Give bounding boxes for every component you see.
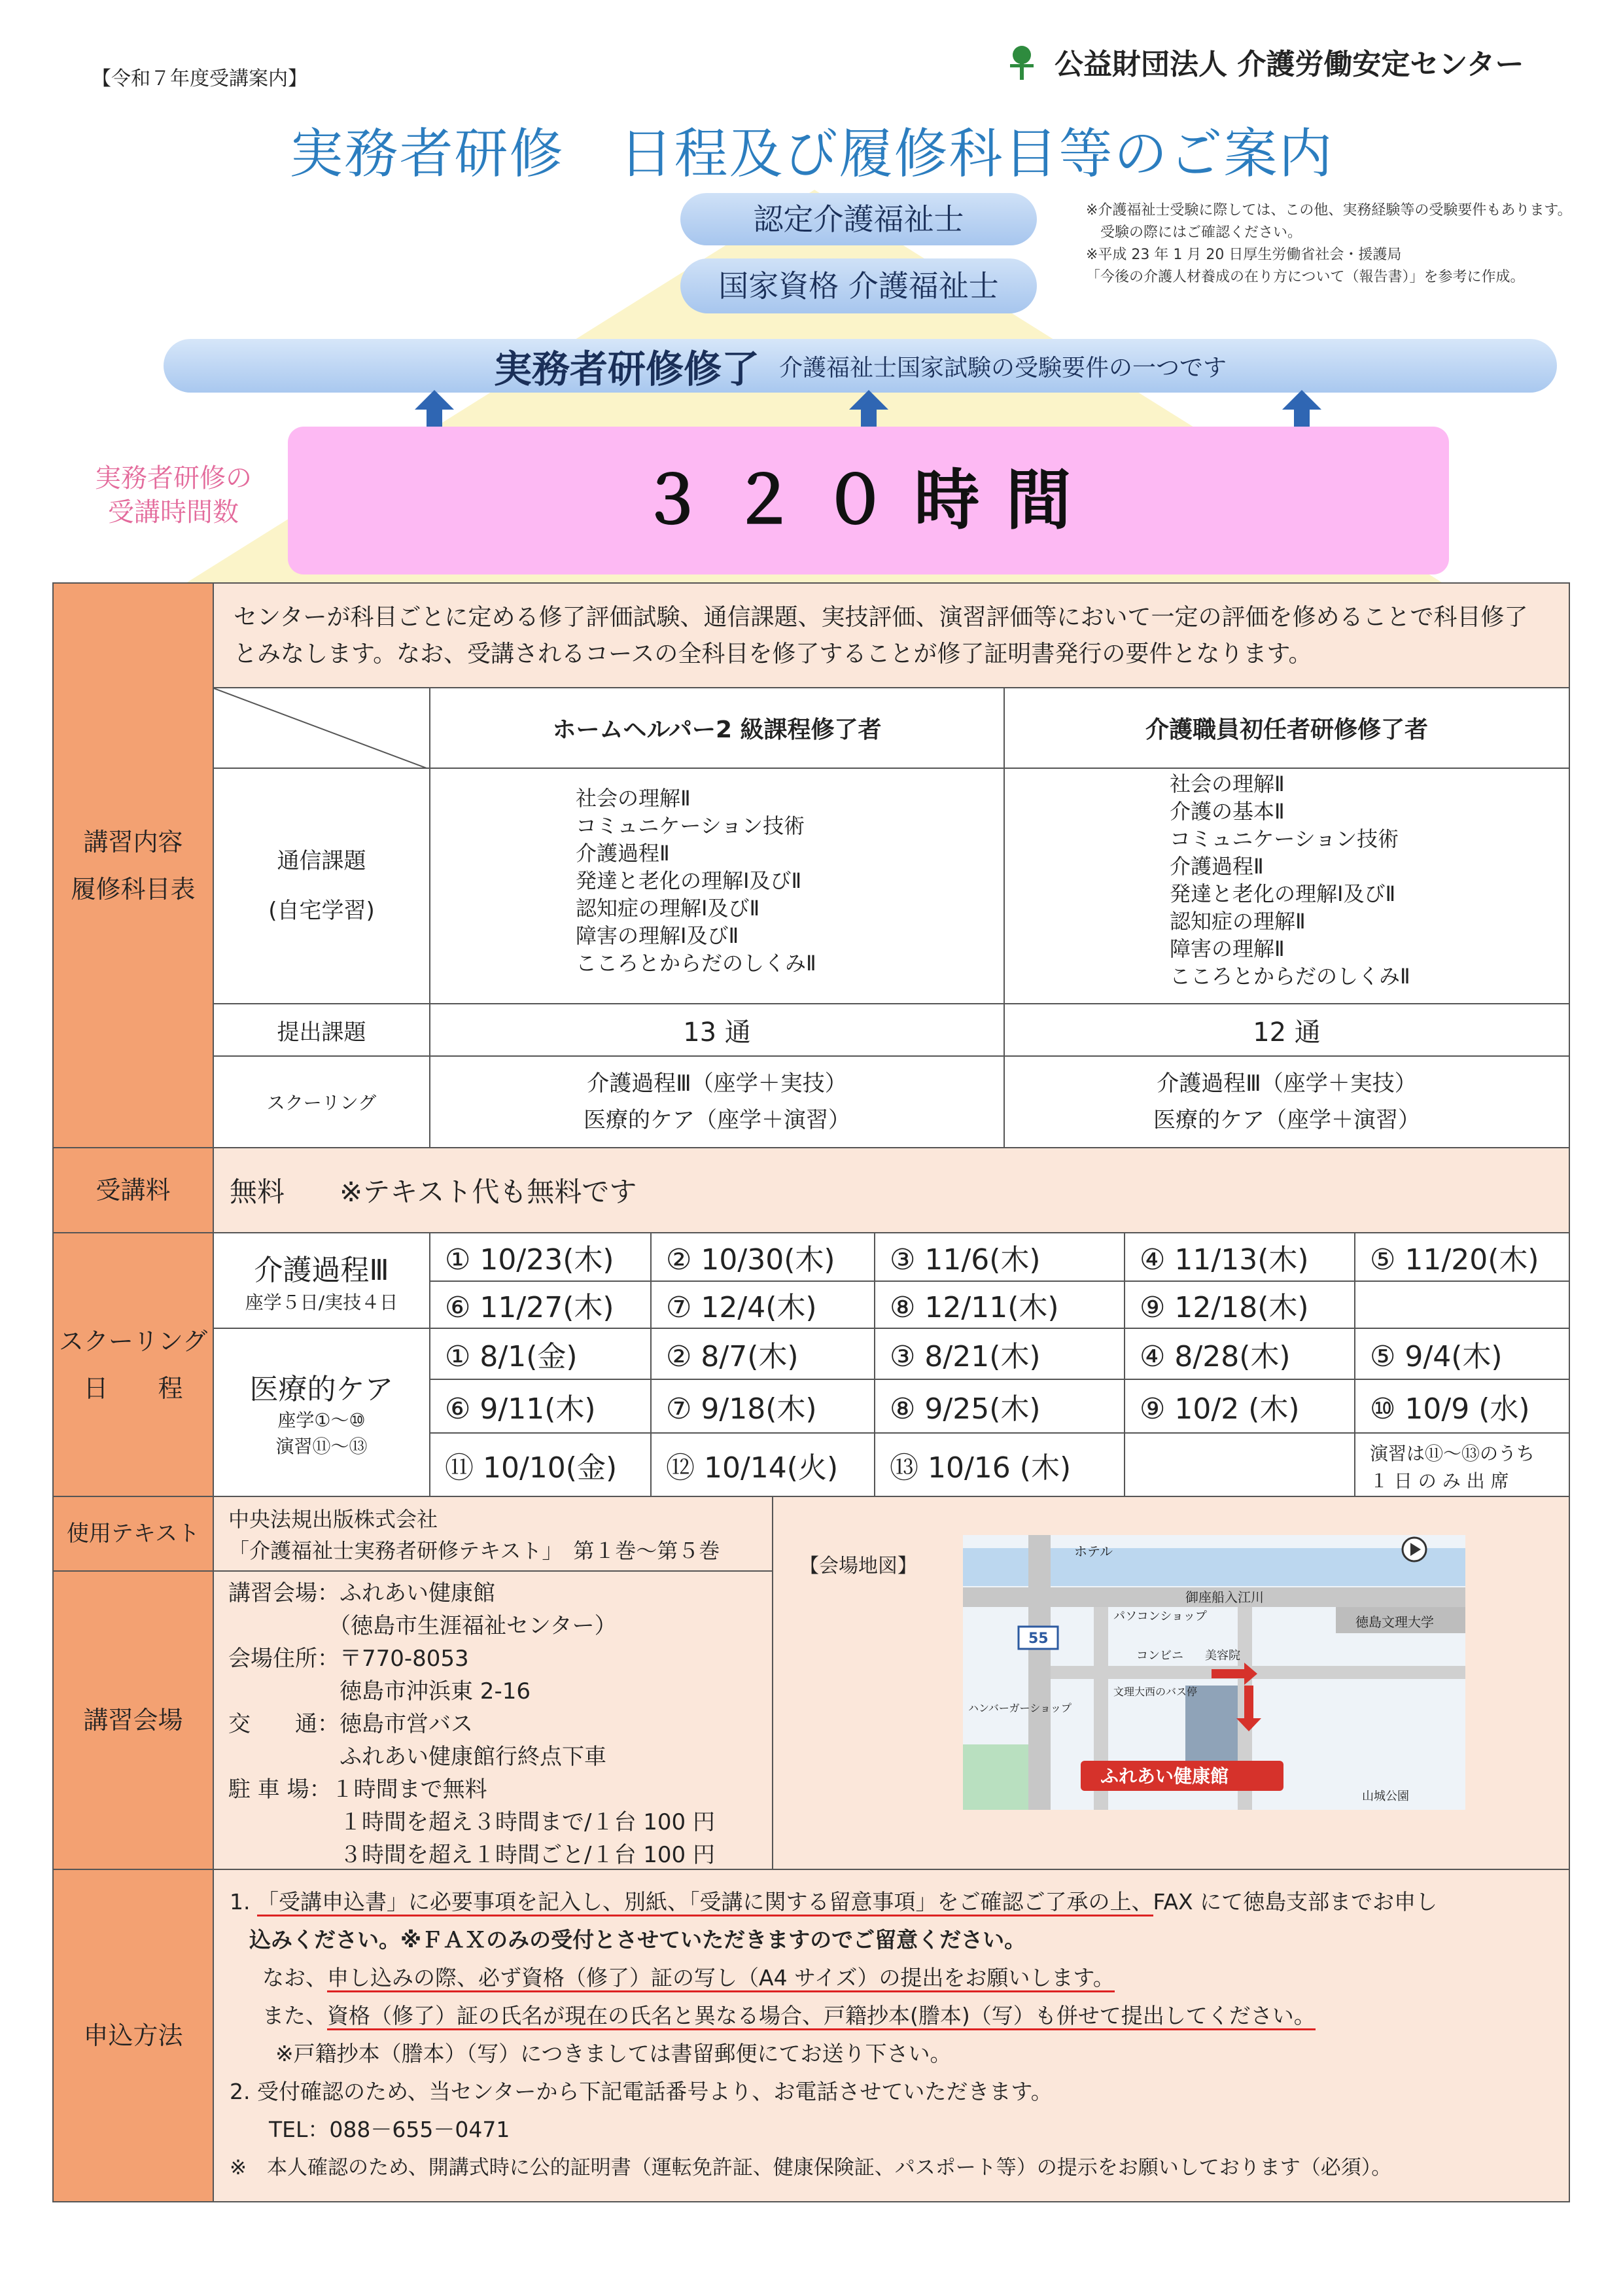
schooling-item: 医療的ケア（座学＋演習）: [1153, 1107, 1420, 1133]
row-label-line: (自宅学習): [268, 898, 375, 924]
apply-emphasis: 申し込みの際、必ず資格（修了）証の写し（A4 サイズ）の提出をお願いします。: [327, 1965, 1115, 1992]
arrow-up-icon: [1282, 390, 1321, 429]
text-line: 中央法規出版株式会社: [228, 1507, 438, 1532]
venue-line: 講習会場：ふれあい健康館: [228, 1580, 495, 1606]
date-cell: ③ 11/6(木): [874, 1232, 1125, 1282]
subject-item: 介護過程Ⅱ: [576, 841, 670, 866]
note-line: 「今後の介護人材養成の在り方について（報告書）」を参考に作成。: [1086, 269, 1525, 285]
apply-line: [230, 1883, 1553, 1921]
col1-count: 13 通: [429, 1003, 1005, 1057]
schooling-item: 介護過程Ⅲ（座学＋実技）: [1157, 1070, 1417, 1097]
date-cell: ⑥ 11/27(木): [429, 1280, 652, 1329]
level-national-care-worker: 国家資格 介護福祉士: [680, 258, 1037, 313]
note-line: ※介護福祉士受験に際しては、この他、実務経験等の受験要件もあります。: [1086, 202, 1572, 219]
apply-line: 2. 受付確認のため、当センターから下記電話番号より、お電話させていただきます。: [230, 2079, 1053, 2104]
subject-item: こころとからだのしくみⅡ: [576, 951, 816, 976]
venue-line: ふれあい健康館行終点下車: [228, 1744, 606, 1770]
date-cell: ⑧ 12/11(木): [874, 1280, 1125, 1329]
pyramid-notes: [1086, 200, 1572, 289]
level-certified-care-worker: 認定介護福祉士: [680, 193, 1037, 245]
map-text: ホテル: [1074, 1544, 1113, 1559]
venue-map: [963, 1535, 1465, 1810]
row-label-tsushin: [213, 768, 430, 1004]
subject-item: 認知症の理解Ⅱ: [1170, 909, 1306, 934]
row-label-line: 通信課題: [277, 848, 366, 874]
organization-text: 公益財団法人 介護労働安定センター: [1055, 48, 1524, 81]
course1-sub: 座学５日/実技４日: [245, 1292, 398, 1313]
course2-sub: 演習⑪～⑬: [275, 1435, 368, 1457]
subject-item: 認知症の理解Ⅰ及びⅡ: [576, 896, 760, 921]
venue-line: 徳島市沖浜東 2-16: [228, 1678, 531, 1704]
col-header-initial: 介護職員初任者研修修了者: [1003, 687, 1570, 769]
col-header-helper: ホームヘルパー2 級課程修了者: [429, 687, 1005, 769]
subject-item: 介護の基本Ⅱ: [1170, 799, 1285, 824]
subject-item: コミュニケーション技術: [576, 813, 805, 838]
venue-details: [213, 1570, 773, 1870]
apply-text: また、: [262, 2003, 327, 2028]
side-label-line: 日 程: [83, 1373, 183, 1403]
subject-item: こころとからだのしくみⅡ: [1170, 964, 1410, 989]
venue-line: ３時間を超え１時間ごと/１台 100 円: [228, 1842, 715, 1868]
date-cell: ⑩ 10/9 (水): [1354, 1379, 1570, 1434]
level-practical-training: [164, 339, 1557, 393]
course2-name: 医療的ケア: [249, 1372, 394, 1406]
venue-label: 講習会場: [52, 1570, 214, 1870]
text-label: 使用テキスト: [52, 1496, 214, 1572]
apply-line: ※戸籍抄本（謄本）（写）につきましては書留郵便にてお送り下さい。: [275, 2041, 952, 2066]
apply-text: FAX にて徳島支部までお申し: [1153, 1889, 1438, 1915]
venue-line: 交 通：徳島市営バス: [228, 1711, 473, 1737]
date-cell: ⑬ 10/16 (木): [874, 1432, 1125, 1497]
schooling-item: 医療的ケア（座学＋演習）: [584, 1107, 850, 1133]
apply-emphasis: 「受講申込書」に必要事項を記入し、別紙、「受講に関する留意事項」をご確認ご了承の上、: [257, 1889, 1153, 1916]
schedule-side-label: [52, 1232, 214, 1497]
empty-cell: [1124, 1432, 1355, 1497]
note-line: 受験の際にはご確認ください。: [1086, 224, 1302, 241]
map-text: 美容院: [1205, 1649, 1240, 1663]
apply-label: 申込方法: [52, 1869, 214, 2202]
apply-num: 1.: [230, 1889, 251, 1915]
apply-line: [230, 1959, 1553, 1997]
date-cell: ⑥ 9/11(木): [429, 1379, 652, 1434]
map-label: 【会場地図】: [799, 1555, 917, 1578]
apply-text: なお、: [262, 1965, 327, 1990]
organization-logo-icon: [1001, 41, 1043, 82]
hours-label-line: 受講時間数: [108, 497, 239, 527]
side-label-line: 講習内容: [83, 827, 183, 857]
map-text: 徳島文理大学: [1355, 1614, 1434, 1630]
subject-item: 社会の理解Ⅱ: [576, 786, 691, 811]
fee-value: 無料 ※テキスト代も無料です: [213, 1147, 1570, 1233]
date-cell: ② 10/30(木): [650, 1232, 875, 1282]
date-cell: ⑤ 11/20(木): [1354, 1232, 1570, 1282]
subject-item: コミュニケーション技術: [1170, 826, 1399, 851]
subject-item: 障害の理解Ⅰ及びⅡ: [576, 923, 739, 948]
hours-value: ３２０時間: [288, 427, 1449, 574]
map-text: ハンバーガーショップ: [968, 1702, 1072, 1714]
map-text: ふれあい健康館: [1100, 1765, 1229, 1787]
organization-name: [1001, 41, 1524, 82]
map-text: 山城公園: [1362, 1790, 1409, 1803]
date-cell: ⑨ 12/18(木): [1124, 1280, 1355, 1329]
subject-item: 発達と老化の理解Ⅰ及びⅡ: [576, 868, 802, 893]
date-cell: ⑧ 9/25(木): [874, 1379, 1125, 1434]
date-cell: ① 8/1(金): [429, 1328, 652, 1380]
col2-schooling: [1003, 1055, 1570, 1148]
hours-label: [95, 461, 252, 529]
col1-schooling: [429, 1055, 1005, 1148]
subject-item: 障害の理解Ⅱ: [1170, 936, 1285, 961]
venue-line: １時間を超え３時間まで/１台 100 円: [228, 1809, 715, 1835]
col1-subjects: [429, 768, 1005, 1004]
apply-emphasis: 資格（修了）証の氏名が現在の氏名と異なる場合、戸籍抄本(謄本)（写）も併せて提出してください。: [327, 2003, 1316, 2030]
date-cell: ⑤ 9/4(木): [1354, 1328, 1570, 1380]
map-area: [772, 1496, 1570, 1870]
apply-line: [230, 1997, 1553, 2035]
level-practical-main: 実務者研修修了: [493, 347, 759, 391]
note-line: ※平成 23 年 1 月 20 日厚生労働省社会・援護局: [1086, 247, 1402, 263]
apply-line: ※ 本人確認のため、開講式時に公的証明書（運転免許証、健康保険証、パスポート等）の提示をお願いしております（必須）。: [230, 2156, 1392, 2180]
course2-label: [213, 1328, 430, 1497]
apply-phone: TEL：088－655－0471: [269, 2117, 510, 2142]
course1-name: 介護過程Ⅲ: [254, 1254, 389, 1287]
side-label-line: スクーリング: [58, 1326, 208, 1356]
note-line: 演習は⑪～⑬のうち: [1370, 1443, 1535, 1464]
side-label-line: 履修科目表: [71, 874, 196, 904]
course1-label: [213, 1232, 430, 1329]
course-side-label: [52, 582, 214, 1148]
course2-sub: 座学①～⑩: [277, 1409, 366, 1431]
map-text: パソコンショップ: [1113, 1610, 1207, 1623]
date-cell: ③ 8/21(木): [874, 1328, 1125, 1380]
date-cell: ② 8/7(木): [650, 1328, 875, 1380]
apply-line: 込みください。※ＦＡＸのみの受付とさせていただきますのでご留意ください。: [249, 1927, 1026, 1952]
page-title: 実務者研修 日程及び履修科目等のご案内: [289, 123, 1334, 185]
date-cell: ⑦ 12/4(木): [650, 1280, 875, 1329]
fee-label: 受講料: [52, 1147, 214, 1233]
map-text: 御座船入江川: [1185, 1589, 1264, 1605]
date-cell: ① 10/23(木): [429, 1232, 652, 1282]
col2-subjects: [1003, 768, 1570, 1004]
subject-item: 介護過程Ⅱ: [1170, 854, 1264, 879]
subject-item: 発達と老化の理解Ⅰ及びⅡ: [1170, 881, 1396, 906]
course-intro: センターが科目ごとに定める修了評価試験、通信課題、実技評価、演習評価等において一定の評価を修めることで科目修了とみなします。なお、受講されるコースの全科目を修了することが修了証明書発行の要件となります。: [213, 582, 1570, 688]
date-cell: ⑪ 10/10(金): [429, 1432, 652, 1497]
subject-item: 社会の理解Ⅱ: [1170, 771, 1285, 796]
venue-line: 駐 車 場：１時間まで無料: [228, 1776, 487, 1803]
row-label-teishutsu: 提出課題: [213, 1003, 430, 1057]
map-text: 55: [1028, 1631, 1049, 1647]
diagonal-divider: [214, 688, 432, 770]
row-label-schooling: スクーリング: [213, 1055, 430, 1148]
arrow-up-icon: [849, 390, 888, 429]
venue-line: （徳島市生涯福祉センター）: [228, 1613, 617, 1639]
course2-note: [1354, 1432, 1570, 1497]
text-value: [213, 1496, 773, 1572]
table-corner-cell: [213, 687, 430, 769]
date-cell: ④ 11/13(木): [1124, 1232, 1355, 1282]
date-cell: ⑨ 10/2 (木): [1124, 1379, 1355, 1434]
date-cell: ④ 8/28(木): [1124, 1328, 1355, 1380]
schooling-item: 介護過程Ⅲ（座学＋実技）: [587, 1070, 847, 1097]
apply-details: [213, 1869, 1570, 2202]
empty-cell: [1354, 1280, 1570, 1329]
level-practical-sub: 介護福祉士国家試験の受験要件の一つです: [779, 354, 1227, 381]
venue-line: 会場住所：〒770-8053: [228, 1646, 469, 1672]
map-text: コンビニ: [1136, 1649, 1183, 1663]
col2-count: 12 通: [1003, 1003, 1570, 1057]
text-line: 「介護福祉士実務者研修テキスト」 第１巻～第５巻: [228, 1538, 720, 1563]
arrow-up-icon: [415, 390, 454, 429]
date-cell: ⑦ 9/18(木): [650, 1379, 875, 1434]
note-line: １ 日 の み 出 席: [1370, 1470, 1509, 1492]
notice-label: 【令和７年度受講案内】: [92, 67, 307, 90]
map-text: 文理大西のバス停: [1113, 1686, 1198, 1698]
hours-label-line: 実務者研修の: [95, 463, 252, 493]
date-cell: ⑫ 10/14(火): [650, 1432, 875, 1497]
